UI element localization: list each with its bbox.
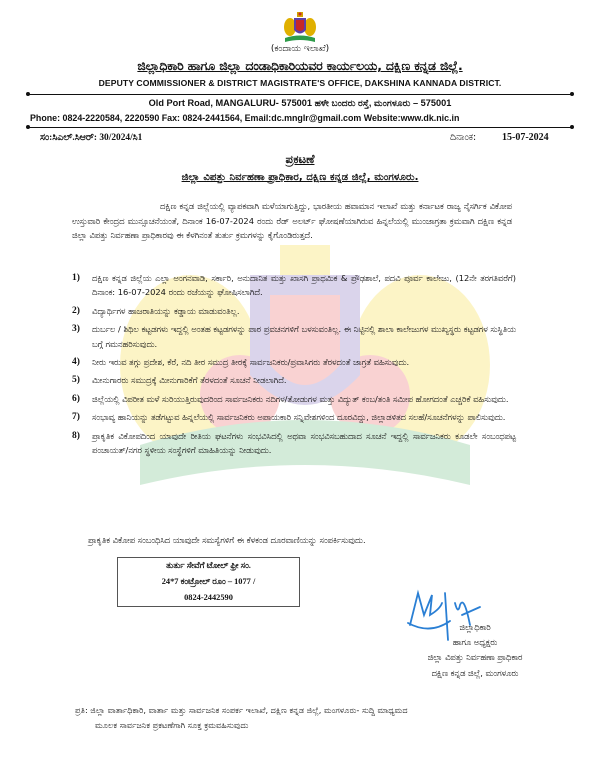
point-number: 1) [72, 273, 80, 283]
point-number: 2) [72, 305, 80, 316]
action-point [72, 392, 516, 406]
signatory-title: ಜಿಲ್ಲಾಧಿಕಾರಿ [459, 622, 491, 632]
signatory-role: ಹಾಗೂ ಅಧ್ಯಕ್ಷರು [452, 637, 498, 648]
point-number: 8) [72, 430, 80, 441]
action-point [72, 322, 516, 351]
signatory-authority: ಜಿಲ್ಲಾ ವಿಪತ್ತು ನಿರ್ವಹಣಾ ಪ್ರಾಧಿಕಾರ [427, 652, 523, 663]
point-text: ಜಿಲ್ಲೆಯಲ್ಲಿ ವಿಪರೀತ ಮಳೆ ಸುರಿಯುತ್ತಿರುವುದರಿಂದ ಸಾರ್ವಜನಿಕರು ನದಿಗಳ/ತೋಡುಗಳ ಮತ್ತು ವಿದ್ಯುತ್ ಕಂಬ/ತಂತಿ ಸಮೀಪ ಹೋಗದಂತೆ ಎಚ್ಚರಿಕೆ ವಹಿಸುವುದು. [92, 393, 509, 404]
copy-to-line: ಪ್ರತಿ: ಜಿಲ್ಲಾ ವಾರ್ತಾಧಿಕಾರಿ, ವಾರ್ತಾ ಮತ್ತು ಸಾರ್ವಜನಿಕ ಸಂಪರ್ಕ ಇಲಾಖೆ, ದಕ್ಷಿಣ ಕನ್ನಡ ಜಿಲ್ಲೆ, ಮಂಗಳೂರು- ಸುದ್ದಿ ಮಾಧ್ಯಮದ [75, 705, 408, 715]
reference-number: ಸಂ:ಸಿಎಲ್.ಸಿಆರ್: 30/2024/ಸಿ1 [40, 133, 143, 143]
action-point [72, 373, 516, 387]
signatory-block [400, 620, 550, 681]
point-number: 5) [72, 375, 80, 386]
point-number: 6) [72, 393, 80, 404]
department-name: (ಕಂದಾಯ ಇಲಾಖೆ) [270, 44, 330, 54]
point-number: 3) [72, 324, 80, 335]
point-text: ದುರ್ಬಲ / ಶಿಥಿಲ ಕಟ್ಟಡಗಳು ಇದ್ದಲ್ಲಿ ಅಂತಹ ಕಟ್ಟಡಗಳನ್ನು ಪಾಠ ಪ್ರವಚನಗಳಿಗೆ ಬಳಸುವಂತಿಲ್ಲ. ಈ ನಿಟ್ಟಿನಲ್ಲಿ ಶಾಲಾ ಕಾಲೇಜುಗಳ ಮುಖ್ಯಸ್ಥರು ಕಟ್ಟಡಗಳ ಸುಸ್ಥಿತಿಯ ಬಗ್ಗೆ ಗಮನಹರಿಸುವುದು. [92, 324, 516, 349]
contact-note: ಪ್ರಾಕೃತಿಕ ವಿಕೋಪ ಸಂಬಂಧಿಸಿದ ಯಾವುದೇ ಸಮಸ್ಯೆಗಳಿಗೆ ಈ ಕೆಳಕಂಡ ದೂರವಾಣಿಯನ್ನು ಸಂಪರ್ಕಿಸುವುದು. [88, 535, 366, 545]
point-number: 4) [72, 357, 80, 368]
date-label: ದಿನಾಂಕ: [450, 132, 477, 143]
point-number: 7) [72, 412, 80, 423]
helpline-box [117, 557, 300, 607]
intro-paragraph: ದಕ್ಷಿಣ ಕನ್ನಡ ಜಿಲ್ಲೆಯಲ್ಲಿ ವ್ಯಾಪಕವಾಗಿ ಮಳೆಯಾಗುತ್ತಿದ್ದು, ಭಾರತೀಯ ಹವಾಮಾನ ಇಲಾಖೆ ಮತ್ತು ಕರ್ನಾಟಕ ರಾಜ್ಯ ನೈಸರ್ಗಿಕ ವಿಕೋಪ ಉಸ್ತುವಾರಿ ಕೇಂದ್ರದ ಮುನ್ಸೂಚನೆಯಂತೆ, ದಿನಾಂಕ 16-07-2024 ರಂದು ರೆಡ್ ಅಲರ್ಟ್ ಘೋಷಣೆಯಾಗಿರುವ ಹಿನ್ನಲೆಯಲ್ಲಿ ಮುಂಜಾಗ್ರತಾ ಕ್ರಮವಾಗಿ ದಕ್ಷಿಣ ಕನ್ನಡ ಜಿಲ್ಲಾ ವಿಪತ್ತು ನಿರ್ವಹಣಾ ಪ್ರಾಧಿಕಾರವು ಈ ಕೆಳಗಿನಂತೆ ತುರ್ತು ಕ್ರಮಗಳನ್ನು ಕೈಗೊಂಡಿರುತ್ತದೆ. [72, 201, 512, 241]
point-text: ಪ್ರಾಕೃತಿಕ ವಿಕೋಪದಿಂದ ಯಾವುದೇ ರೀತಿಯ ಘಟನೆಗಳು ಸಂಭವಿಸಿದಲ್ಲಿ ಅಥವಾ ಸಂಭವಿಸಬಹುದಾದ ಸೂಚನೆ ಇದ್ದಲ್ಲಿ ಸಾರ್ವಜನಿಕರು ಕೂಡಲೇ ಸಂಬಂಧಪಟ್ಟ ಪಂಚಾಯತ್/ನಗರ ಸ್ಥಳೀಯ ಸಂಸ್ಥೆಗಳಿಗೆ ಮಾಹಿತಿಯನ್ನು ನೀಡುವುದು. [92, 430, 516, 456]
action-point [72, 271, 516, 300]
copy-to [75, 703, 555, 733]
office-address: Old Port Road, MANGALURU- 575001 ಹಳೇ ಬಂದರು ರಸ್ತೆ, ಮಂಗಳೂರು – 575001 [148, 98, 452, 108]
point-text: ನೀರು ಇರುವ ತಗ್ಗು ಪ್ರದೇಶ, ಕೆರೆ, ನದಿ ತೀರ ಸಮುದ್ರ ತೀರಕ್ಕೆ ಸಾರ್ವಜನಿಕರು/ಪ್ರವಾಸಿಗರು ತೆರಳದಂತೆ ಜಾಗ್ರತೆ ವಹಿಸುವುದು. [92, 357, 410, 368]
office-name-english: DEPUTY COMMISSIONER & DISTRICT MAGISTRATE'S OFFICE, DAKSHINA KANNADA DISTRICT. [98, 78, 502, 88]
karnataka-state-emblem-icon [283, 12, 317, 44]
action-point [72, 304, 516, 318]
action-points-list [72, 271, 516, 461]
point-text: ಸಂಭಾವ್ಯ ಹಾನಿಯನ್ನು ತಡೆಗಟ್ಟುವ ಹಿನ್ನಲೆಯಲ್ಲಿ ಸಾರ್ವಜನಿಕರು ಅಪಾಯಕಾರಿ ಸನ್ನಿವೇಶಗಳಿಂದ ದೂರವಿದ್ದು, ಜಿಲ್ಲಾಡಳಿತದ ಸಲಹೆ/ಸೂಚನೆಗಳನ್ನು ಪಾಲಿಸುವುದು. [92, 412, 506, 423]
notice-subject: ಜಿಲ್ಲಾ ವಿಪತ್ತು ನಿರ್ವಹಣಾ ಪ್ರಾಧಿಕಾರ, ದಕ್ಷಿಣ ಕನ್ನಡ ಜಿಲ್ಲೆ, ಮಂಗಳೂರು. [181, 172, 419, 183]
action-point [72, 355, 516, 369]
helpline-phone: 0824-2442590 [184, 593, 233, 602]
point-text: ವಿದ್ಯಾರ್ಥಿಗಳ ಹಾಜರಾತಿಯನ್ನು ಕಡ್ಡಾಯ ಮಾಡುವಂತಿಲ್ಲ. [92, 305, 240, 316]
helpline-control-room: 24*7 ಕಂಟ್ರೋಲ್ ರೂಂ – 1077 / [161, 577, 256, 586]
point-text: ಮೀನುಗಾರರು ಸಮುದ್ರಕ್ಕೆ ಮೀನುಗಾರಿಕೆಗೆ ತೆರಳದಂತೆ ಸೂಚನೆ ನೀಡಲಾಗಿದೆ. [92, 375, 287, 386]
helpline-title: ತುರ್ತು ಸೇವೆಗೆ ಟೋಲ್ ಫ್ರೀ ಸಂ. [166, 561, 251, 570]
action-point [72, 410, 516, 424]
signatory-location: ದಕ್ಷಿಣ ಕನ್ನಡ ಜಿಲ್ಲೆ, ಮಂಗಳೂರು [431, 667, 519, 678]
date-value: 15-07-2024 [502, 132, 549, 143]
office-contact: Phone: 0824-2220584, 2220590 Fax: 0824-2441564, Email:dc.mnglr@gmail.com Website:www.dk.nic.in [30, 113, 460, 123]
notice-title: ಪ್ರಕಟಣೆ [285, 152, 315, 166]
copy-to-line: ಮೂಲಕ ಸಾರ್ವಜನಿಕ ಪ್ರಕಟಣೆಗಾಗಿ ಸೂಕ್ತ ಕ್ರಮವಹಿಸುವುದು [95, 720, 249, 730]
contact-divider [28, 127, 572, 128]
point-text: ದಕ್ಷಿಣ ಕನ್ನಡ ಜಿಲ್ಲೆಯ ಎಲ್ಲಾ ಅಂಗನವಾಡಿ, ಸರ್ಕಾರಿ, ಅನುದಾನಿತ ಮತ್ತು ಖಾಸಗಿ ಪ್ರಾಥಮಿಕ & ಪ್ರೌಢಶಾಲೆ, ಪದವಿ ಪೂರ್ವ ಕಾಲೇಜು, (12ನೇ ತರಗತಿವರೆಗೆ) ದಿನಾಂಕ: 16-07-2024 ರಂದು ರಜೆಯನ್ನು ಘೋಷಿಸಲಾಗಿದೆ. [92, 273, 516, 298]
header-divider [28, 94, 572, 95]
action-point [72, 429, 516, 458]
office-name-kannada: ಜಿಲ್ಲಾಧಿಕಾರಿ ಹಾಗೂ ಜಿಲ್ಲಾ ದಂಡಾಧಿಕಾರಿಯವರ ಕಾರ್ಯಲಯ, ದಕ್ಷಿಣ ಕನ್ನಡ ಜಿಲ್ಲೆ. [137, 58, 463, 73]
